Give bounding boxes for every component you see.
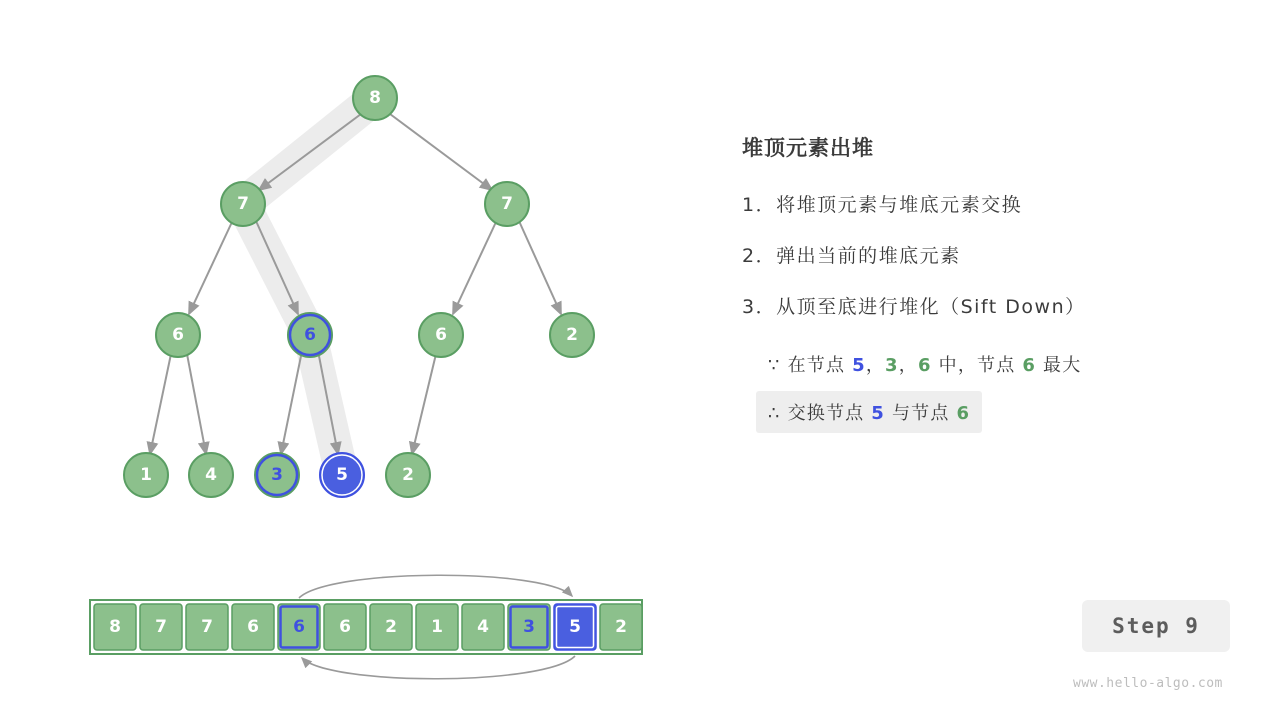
tree-node-outlined[interactable]	[255, 453, 299, 497]
array-cell[interactable]	[370, 604, 412, 650]
array-cell-outlined[interactable]	[278, 604, 320, 650]
node-value: 3	[271, 465, 283, 485]
node-value: 2	[402, 465, 414, 485]
tree-node-outlined[interactable]	[288, 313, 332, 357]
array-cell-selected[interactable]	[554, 604, 596, 650]
array-cell-value: 6	[339, 617, 351, 637]
array-cell[interactable]	[186, 604, 228, 650]
array-cell-value: 6	[247, 617, 259, 637]
panel-title: 堆顶元素出堆	[742, 137, 874, 160]
node-value: 7	[501, 194, 513, 214]
step-1: 1．将堆顶元素与堆底元素交换	[742, 194, 1023, 216]
tree-node[interactable]	[189, 453, 233, 497]
tree-node[interactable]	[419, 313, 463, 357]
reason-text	[756, 343, 1093, 385]
tree-node[interactable]	[485, 182, 529, 226]
reason-mid: 中，节点	[931, 355, 1023, 376]
node-value: 2	[566, 325, 578, 345]
tree-node[interactable]	[550, 313, 594, 357]
sift-path-highlight	[243, 98, 375, 475]
reason-sep-1: ，	[865, 355, 886, 376]
tree-node-selected[interactable]	[320, 453, 364, 497]
array-cell[interactable]	[462, 604, 504, 650]
tree-node[interactable]	[156, 313, 200, 357]
array-cell[interactable]	[600, 604, 642, 650]
array-cell-value: 8	[109, 617, 121, 637]
node-value: 1	[140, 465, 152, 485]
conclusion-prefix: ∴ 交换节点	[768, 403, 872, 424]
array-cell-value: 3	[523, 617, 535, 637]
array-cell-value: 1	[431, 617, 443, 637]
array-cell[interactable]	[94, 604, 136, 650]
step-badge: Step 9	[1082, 600, 1230, 652]
array-cell-value: 2	[385, 617, 397, 637]
tree-node[interactable]	[221, 182, 265, 226]
conclusion-row	[742, 391, 1242, 439]
array-cell-value: 7	[155, 617, 167, 637]
tree-nodes	[124, 76, 594, 497]
array-cell-value: 7	[201, 617, 213, 637]
node-value: 6	[172, 325, 184, 345]
array-cell[interactable]	[324, 604, 366, 650]
array-cell-value: 4	[477, 617, 489, 637]
array-cell[interactable]	[416, 604, 458, 650]
array-cell[interactable]	[232, 604, 274, 650]
node-value: 6	[304, 325, 316, 345]
node-value: 7	[237, 194, 249, 214]
conclusion-value-a: 5	[871, 403, 886, 424]
watermark: www.hello-algo.com	[1073, 676, 1223, 691]
tree-node[interactable]	[353, 76, 397, 120]
reason-suffix: 最大	[1036, 355, 1082, 376]
reason-value-c: 6	[917, 355, 932, 376]
node-value: 8	[369, 88, 381, 108]
tree-node[interactable]	[386, 453, 430, 497]
array-cell[interactable]	[140, 604, 182, 650]
reason-value-b: 3	[885, 355, 899, 376]
reason-max-value: 6	[1022, 355, 1037, 376]
array-cell-outlined[interactable]	[508, 604, 550, 650]
array-view	[90, 575, 642, 679]
reason-sep-2: ，	[898, 355, 918, 376]
explanation-panel	[742, 132, 1242, 439]
array-cell-value: 5	[569, 617, 581, 637]
step-2: 2．弹出当前的堆底元素	[742, 245, 961, 267]
array-cell-value: 2	[615, 617, 627, 637]
node-value: 5	[336, 465, 348, 485]
tree-node[interactable]	[124, 453, 168, 497]
conclusion-text	[756, 391, 982, 433]
step-3: 3．从顶至底进行堆化（Sift Down）	[742, 296, 1086, 318]
conclusion-value-b: 6	[956, 403, 971, 424]
node-value: 4	[205, 465, 217, 485]
conclusion-mid: 与节点	[885, 403, 957, 424]
array-cell-value: 6	[293, 617, 305, 637]
tree-edges	[150, 114, 561, 454]
reason-value-a: 5	[852, 355, 866, 376]
reason-row	[742, 343, 1242, 391]
reason-prefix: ∵ 在节点	[768, 355, 853, 376]
node-value: 6	[435, 325, 447, 345]
